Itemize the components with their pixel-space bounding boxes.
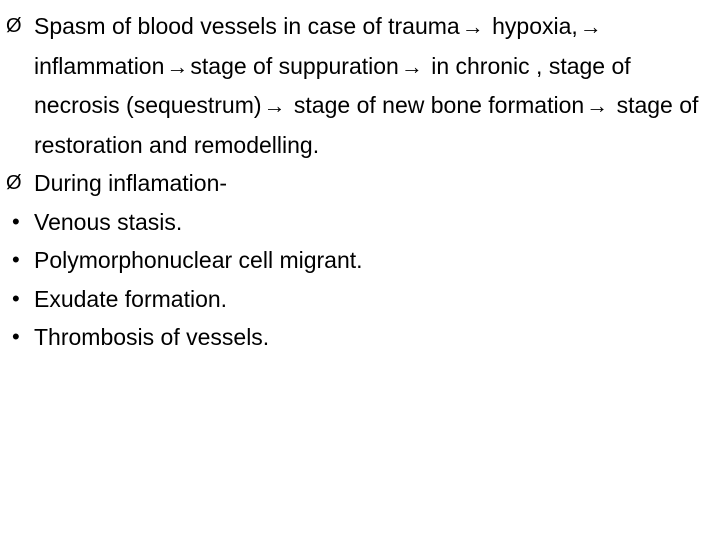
right-arrow-icon: →: [586, 93, 609, 118]
arrow-bullet-icon: Ø: [6, 15, 22, 37]
arrow-bullet-icon: Ø: [6, 172, 22, 194]
sequence-step-5: in chronic , stage of necrosis (sequestrum): [34, 52, 631, 118]
sequence-step-4: stage of suppuration: [190, 52, 399, 79]
bullet-dot-icon: •: [12, 208, 20, 234]
list-item-thrombosis: [6, 318, 702, 357]
list-item-venous-stasis: [6, 203, 702, 242]
bullet-dot-icon: •: [12, 324, 20, 349]
list-item-during-inflamation: [6, 164, 702, 203]
right-arrow-icon: →: [461, 14, 484, 39]
bullet-dot-icon: •: [12, 247, 20, 272]
list-item-spasm-sequence: [6, 7, 702, 164]
list-item-text: Polymorphonuclear cell migrant.: [34, 247, 363, 273]
list-item-polymorphonuclear: [6, 241, 702, 280]
list-item-text: Venous stasis.: [34, 208, 183, 235]
list-item-text: Thrombosis of vessels.: [34, 324, 270, 350]
sequence-step-6: stage of new bone formation: [293, 92, 585, 118]
sequence-step-2: hypoxia,: [492, 13, 578, 39]
bullet-dot-icon: •: [12, 285, 20, 311]
right-arrow-icon: →: [166, 53, 189, 79]
list-item-text: During inflamation-: [34, 170, 228, 196]
right-arrow-icon: →: [579, 14, 602, 39]
list-item-exudate: [6, 280, 702, 319]
sequence-step-7: stage of restoration and remodelling.: [34, 92, 699, 158]
list-item-text: Exudate formation.: [34, 285, 228, 312]
sequence-step-1: Spasm of blood vessels in case of trauma: [34, 13, 460, 39]
right-arrow-icon: →: [400, 53, 423, 79]
bullet-list: [6, 7, 702, 357]
sequence-step-3: inflammation: [34, 52, 165, 79]
right-arrow-icon: →: [263, 93, 286, 118]
